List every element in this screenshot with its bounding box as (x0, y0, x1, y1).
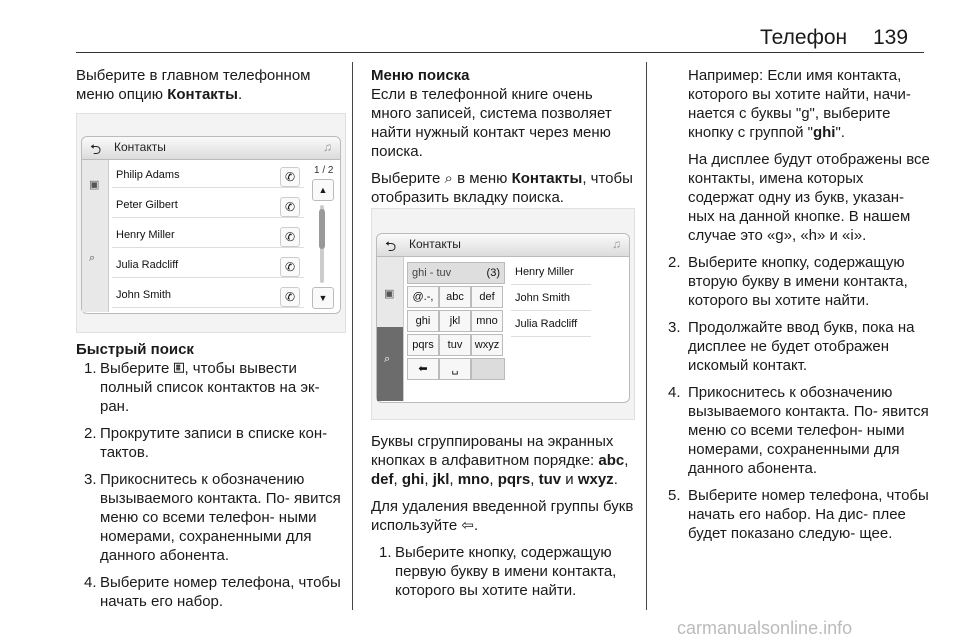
search-screen-frame (376, 233, 630, 403)
list-item: 4. Прикоснитесь к обозначению вызываемого контакта. По‐ явится меню со всеми телефон‐ ными номерами, сохраненными для данного абонента. (668, 384, 929, 477)
result-row[interactable] (511, 314, 591, 337)
search-screen-image (371, 208, 635, 420)
search-input[interactable]: ghi - tuv (3) (407, 262, 505, 284)
column-3 (670, 66, 932, 551)
letter-key[interactable]: ghi (407, 310, 439, 332)
letter-group: tuv (538, 471, 562, 488)
contacts-list-icon[interactable]: ▣ (89, 179, 100, 191)
scroll-down-button[interactable]: ▼ (312, 287, 334, 309)
contacts-screen-frame (81, 136, 341, 314)
title-bar (82, 137, 340, 160)
column-1-lower (76, 340, 344, 619)
conjunction: и (565, 471, 574, 488)
music-note-icon: ♫ (612, 237, 621, 251)
quick-search-steps (76, 359, 344, 611)
letter-key[interactable]: @.-, (407, 286, 439, 308)
contacts-screen-image (76, 113, 346, 333)
contacts-list-icon[interactable]: ▣ (384, 288, 395, 300)
list-item: 2. Прокрутите записи в списке кон‐ тактов. (84, 425, 328, 461)
column-2-lower (371, 432, 637, 608)
contact-row[interactable] (112, 255, 304, 278)
contact-row[interactable] (112, 195, 304, 218)
letter-groups: abc, def, ghi, jkl, mno, pqrs, tuv и wxyz. (371, 452, 629, 488)
list-item: 1. Выберите 🗉, чтобы вывести полный список контактов на эк‐ ран. (84, 360, 320, 415)
header-rule (76, 52, 924, 53)
letter-key[interactable]: mno (471, 310, 503, 332)
result-row[interactable] (511, 288, 591, 311)
column-divider-2 (646, 62, 647, 610)
side-tabs (82, 160, 109, 312)
column-2 (371, 66, 637, 215)
list-item: 4. Выберите номер телефона, чтобы начать его набор. (84, 574, 341, 610)
paragraph: Например: Если имя контакта, которого вы хотите найти, начи‐ нается с буквы "g", выберите кнопку с группой "ghi". (688, 67, 911, 141)
contact-name: Henry Miller (116, 229, 175, 241)
paragraph: На дисплее будут отображены все контакты, имена которых содержат одну из букв, указан‐ ных на данной кнопке. В нашем случае это «g», «h» и «i». (688, 151, 930, 244)
contact-name: John Smith (515, 292, 571, 304)
contact-name: Philip Adams (116, 169, 180, 181)
blank-key (471, 358, 505, 380)
search-icon[interactable]: ⌕ (89, 252, 96, 264)
search-icon: ⌕ (444, 170, 453, 187)
page-number: 139 (873, 26, 909, 49)
letter-key[interactable]: abc (439, 286, 471, 308)
phone-icon[interactable]: ✆ (280, 167, 300, 187)
letter-group: pqrs (497, 471, 531, 488)
column-1 (76, 66, 344, 112)
paragraph: Если в телефонной книге очень много записей, система позволяет найти нужный контакт через меню поиска. (371, 86, 612, 160)
column-divider-1 (352, 62, 353, 610)
music-note-icon: ♫ (323, 140, 332, 154)
letter-group: mno (457, 471, 490, 488)
search-icon[interactable]: ⌕ (384, 353, 391, 365)
phone-icon[interactable]: ✆ (280, 197, 300, 217)
contact-name: Peter Gilbert (116, 199, 178, 211)
list-item: 3. Прикоснитесь к обозначению вызываемого контакта. По‐ явится меню со всеми телефон‐ ными номерами, сохраненными для данного абонента. (84, 471, 341, 564)
delete-button[interactable]: ⬅ (407, 358, 439, 380)
side-tabs (377, 257, 404, 401)
paragraph: Для удаления введенной группы букв используйте ⇦. (371, 498, 634, 534)
contact-row[interactable] (112, 165, 304, 188)
search-steps-continued (670, 253, 932, 543)
back-arrow-icon[interactable]: ⮌ (385, 238, 397, 254)
space-button[interactable]: ␣ (439, 358, 471, 380)
watermark[interactable]: carmanualsonline.info (677, 618, 853, 638)
contact-name: Henry Miller (515, 266, 574, 278)
letter-key[interactable]: tuv (439, 334, 471, 356)
scroll-up-button[interactable]: ▲ (312, 179, 334, 201)
phone-icon[interactable]: ✆ (280, 257, 300, 277)
delete-arrow-icon: ⇦ (461, 517, 474, 534)
screen-title: Контакты (409, 237, 461, 251)
contact-name: John Smith (116, 289, 172, 301)
contact-row[interactable] (112, 225, 304, 248)
contacts-list-icon: 🗉 (173, 360, 185, 377)
phone-icon[interactable]: ✆ (280, 227, 300, 247)
result-row[interactable] (511, 262, 591, 285)
section-title-quick-search: Быстрый поиск (76, 341, 194, 358)
contact-name: Julia Radcliff (116, 259, 179, 271)
back-arrow-icon[interactable]: ⮌ (90, 141, 102, 157)
letter-group: def (371, 471, 394, 488)
scroll-thumb[interactable] (319, 209, 325, 249)
page-indicator: 1 / 2 (314, 165, 334, 176)
screen-title: Контакты (114, 140, 166, 154)
letter-key[interactable]: pqrs (407, 334, 439, 356)
letter-group: wxyz (577, 471, 614, 488)
list-item: 5. Выберите номер телефона, чтобы начать его набор. На дис‐ плее будет показано следую‐ щее. (668, 487, 929, 542)
search-steps (371, 543, 637, 600)
intro-paragraph: Выберите в главном телефонном меню опцию Контакты. (76, 67, 311, 103)
page-title: Телефон (760, 26, 848, 49)
paragraph: Выберите ⌕ в меню Контакты, чтобы отобразить вкладку поиска. (371, 170, 633, 206)
section-title-search-menu: Меню поиска (371, 67, 470, 84)
list-item: 2. Выберите кнопку, содержащую вторую букву в имени контакта, которого вы хотите найти. (668, 254, 908, 309)
letter-group: jkl (432, 471, 450, 488)
title-bar (377, 234, 629, 257)
letter-group: abc (598, 452, 625, 469)
list-item: 1. Выберите кнопку, содержащую первую букву в имени контакта, которого вы хотите найти. (379, 544, 617, 599)
paragraph: Буквы сгруппированы на экранных кнопках в алфавитном порядке: abc, def, ghi, jkl, mno, pqrs, tuv и wxyz. (371, 433, 629, 488)
letter-key[interactable]: jkl (439, 310, 471, 332)
letter-key[interactable]: def (471, 286, 503, 308)
contact-row[interactable] (112, 285, 304, 308)
list-item: 3. Продолжайте ввод букв, пока на дисплее не будет отображен искомый контакт. (668, 319, 915, 374)
contact-name: Julia Radcliff (515, 318, 578, 330)
letter-key[interactable]: wxyz (471, 334, 503, 356)
letter-group: ghi (401, 471, 425, 488)
phone-icon[interactable]: ✆ (280, 287, 300, 307)
